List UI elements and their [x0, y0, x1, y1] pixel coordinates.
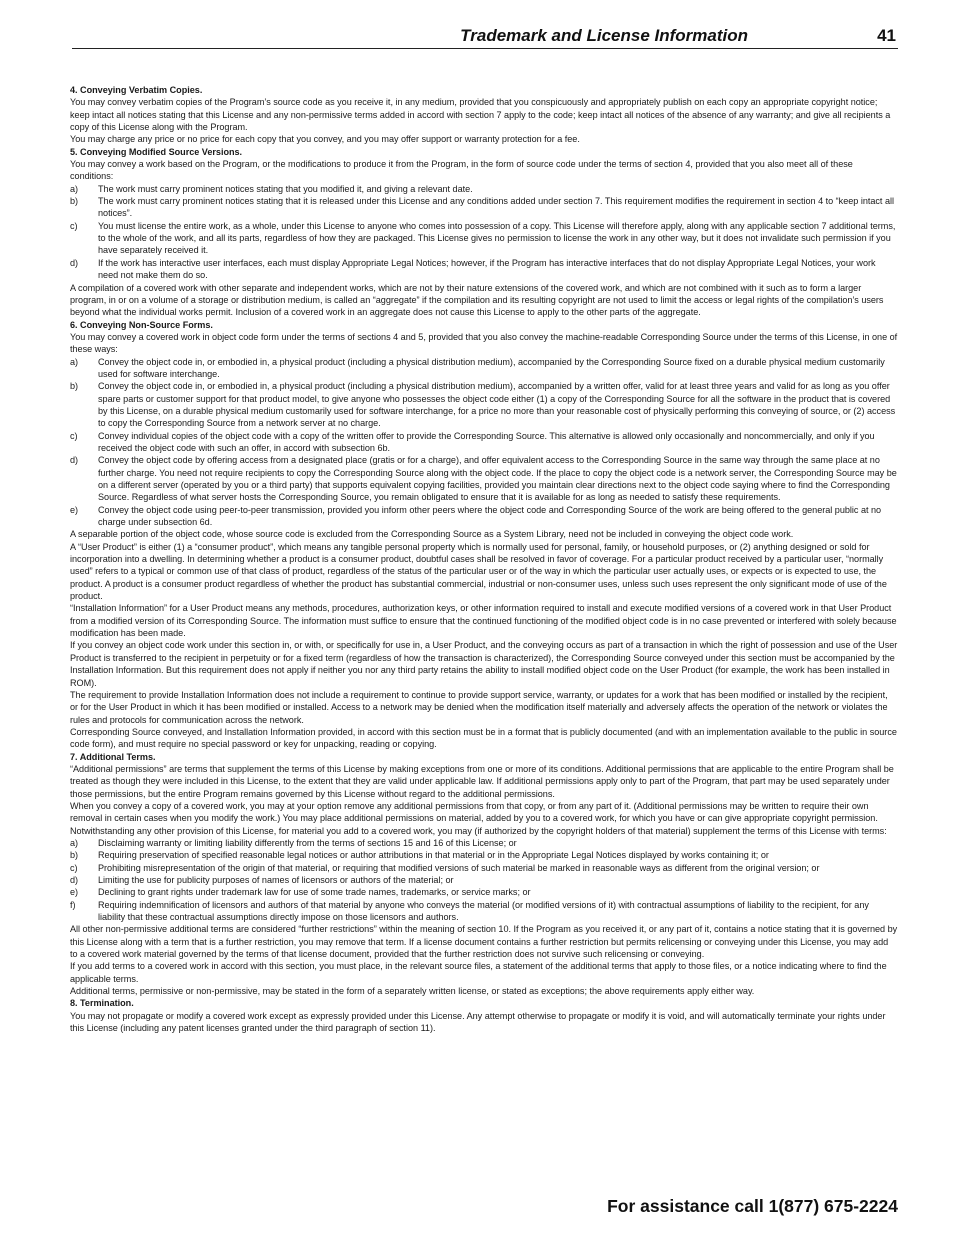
page-number: 41 — [877, 26, 896, 45]
page-header — [72, 24, 898, 49]
list-item-text: Requiring preservation of specified reasonable legal notices or author attributions in that material or in the Appropriate Legal Notices displayed by works containing it; or — [98, 850, 769, 861]
list-item — [70, 380, 898, 429]
section-heading: 5. Conveying Modified Source Versions. — [70, 146, 243, 157]
list-item-text: The work must carry prominent notices stating that it is released under this License and any conditions added under section 7. This requirement modifies the requirement in section 4 to “keep intact all notices”. — [98, 196, 894, 219]
list-item-text: Convey individual copies of the object code with a copy of the written offer to provide the Corresponding Source. This alternative is allowed only occasionally and noncommercially, and only if you received the object code with such an offer, in accord with subsection 6b. — [98, 430, 875, 453]
paragraph: If you convey an object code work under this section in, or with, or specifically for use in, a User Product, and the conveying occurs as part of a transaction in which the right of possession and use of the User Product is transferred to the recipient in perpetuity or for a fixed term (regardless of how the transaction is characterized), the Corresponding Source conveyed under this section must be accompanied by the Installation Information. But this requirement does not apply if neither you nor any third party retains the ability to install modified object code on the User Product (for example, the work has been installed in ROM). — [70, 640, 898, 688]
section-heading: 6. Conveying Non-Source Forms. — [70, 319, 213, 330]
list-item-text: You must license the entire work, as a whole, under this License to anyone who comes into possession of a copy. This License will therefore apply, along with any applicable section 7 additional terms, to the whole of the work, and all its parts, regardless of how they are packaged. This License gives no permission to license the work in any other way, but it does not invalidate such permission if you have separately received it. — [98, 220, 896, 256]
paragraph: A separable portion of the object code, whose source code is excluded from the Corresponding Source as a System Library, need not be included in conveying the object code work. — [70, 529, 794, 540]
list-item — [70, 886, 898, 898]
paragraph: A “User Product” is either (1) a “consumer product”, which means any tangible personal property which is normally used for personal, family, or household purposes, or (2) anything designed or sold for incorporation into a dwelling. In determining whether a product is a consumer product, doubtful cases shall be resolved in favor of coverage. For a particular product received by a particular user, “normally used” refers to a typical or common use of that class of product, regardless of the status of the particular user or of the way in which the particular user actually uses, or expects or is expected to use, the product. A product is a consumer product regardless of whether the product has substantial commercial, industrial or non-consumer uses, unless such uses represent the only significant mode of use of the product. — [70, 541, 887, 602]
paragraph: “Additional permissions” are terms that supplement the terms of this License by making exceptions from one or more of its conditions. Additional permissions that are applicable to the entire Program shall be treated as though they were included in this License, to the extent that they are valid under applicable law. If additional permissions apply only to part of the Program, that part may be used separately under those permissions, but the entire Program remains governed by this License without regard to the additional permissions. — [70, 763, 894, 799]
section-heading: 8. Termination. — [70, 998, 134, 1009]
list-item-text: Convey the object code in, or embodied in, a physical product (including a physical distribution medium), accompanied by the Corresponding Source fixed on a durable physical medium customarily used for software interchange. — [98, 356, 885, 379]
paragraph: If you add terms to a covered work in accord with this section, you must place, in the relevant source files, a statement of the additional terms that apply to those files, or a notice indicating where to find the applicable terms. — [70, 961, 887, 984]
list-item — [70, 849, 898, 861]
list-item-text: Declining to grant rights under trademark law for use of some trade names, trademarks, or service marks; or — [98, 887, 531, 898]
list-item-label: b) — [70, 381, 79, 392]
paragraph: You may not propagate or modify a covered work except as expressly provided under this License. Any attempt otherwise to propagate or modify it is void, and will automatically terminate your rights under this License (including any patent licenses granted under the third paragraph of section 11). — [70, 1010, 886, 1034]
paragraph: All other non-permissive additional terms are considered “further restrictions” within the meaning of section 10. If the Program as you received it, or any part of it, contains a notice stating that it is governed by this License along with a term that is a further restriction, you may remove that term. If a license document contains a further restriction but permits relicensing or conveying under this License, you may add to a covered work material governed by the terms of that license document, provided that the further restriction does not survive such relicensing or conveying. — [70, 924, 898, 960]
paragraph: When you convey a copy of a covered work, you may at your option remove any additional permissions from that copy, or from any part of it. (Additional permissions may be written to require their own removal in certain cases when you modify the work.) You may place additional permissions on material, added by you to a covered work, for which you have or can give appropriate copyright permission. — [70, 800, 878, 824]
paragraph: Corresponding Source conveyed, and Installation Information provided, in accord with this section must be in a format that is publicly documented (and with an implementation available to the public in source code form), and must require no special password or key for unpacking, reading or copying. — [70, 726, 897, 750]
list-item-text: Prohibiting misrepresentation of the origin of that material, or requiring that modified versions of such material be marked in reasonable ways as different from the original version; or — [98, 862, 820, 873]
list-item — [70, 257, 898, 282]
list-item — [70, 430, 898, 455]
list-item-text: Disclaiming warranty or limiting liability differently from the terms of sections 15 and 16 of this License; or — [98, 837, 517, 848]
list-item-text: Limiting the use for publicity purposes of names of licensors or authors of the material; or — [98, 875, 454, 885]
paragraph: The requirement to provide Installation Information does not include a requirement to continue to provide support service, warranty, or updates for a work that has been modified or installed by the recipient, or for the User Product in which it has been modified or installed. Access to a network may be denied when the modification itself materially and adversely affects the operation of the network or violates the rules and protocols for communication across the network. — [70, 689, 888, 725]
list-item — [70, 220, 898, 257]
list-item-text: If the work has interactive user interfaces, each must display Appropriate Legal Notices; however, if the Program has interactive interfaces that do not display Appropriate Legal Notices, your work need not make them do so. — [98, 257, 876, 281]
section-heading: 7. Additional Terms. — [70, 751, 156, 762]
paragraph: You may convey a work based on the Program, or the modifications to produce it from the Program, in the form of source code under the terms of section 4, provided that you also meet all of these conditions: — [70, 159, 853, 182]
list-item — [70, 874, 898, 886]
section-heading: 4. Conveying Verbatim Copies. — [70, 85, 203, 95]
list-item-label: e) — [70, 504, 79, 515]
paragraph: You may charge any price or no price for each copy that you convey, and you may offer support or warranty protection for a fee. — [70, 134, 580, 145]
list-item — [70, 454, 898, 503]
list-item-label: d) — [70, 455, 79, 466]
paragraph: Notwithstanding any other provision of this License, for material you add to a covered work, you may (if authorized by the copyright holders of that material) supplement the terms of this License with terms: — [70, 825, 887, 836]
paragraph: You may convey verbatim copies of the Program’s source code as you receive it, in any medium, provided that you conspicuously and appropriately publish on each copy an appropriate copyright notice; keep intact all notices stating that this License and any non-permissive terms added in accord with section 7 apply to the code; keep intact all notices of the absence of any warranty; and give all recipients a copy of this License along with the Program. — [70, 97, 891, 133]
list-item-label: c) — [70, 220, 78, 231]
list-item-label: a) — [70, 356, 79, 367]
list-item-text: Convey the object code in, or embodied in, a physical product (including a physical distribution medium), accompanied by a written offer, valid for at least three years and valid for as long as you offer spare parts or customer support for that product model, to give anyone who possesses the object code either (1) a copy of the Corresponding Source for all the software in the product that is covered by this License, on a durable physical medium customarily used for software interchange, for a price no more than your reasonable cost of physically performing this conveying of source, or (2) access to copy the Corresponding Source from a network server at no charge. — [98, 381, 896, 429]
list-item — [70, 183, 898, 195]
list-item — [70, 899, 898, 924]
list-item — [70, 195, 898, 220]
paragraph: You may convey a covered work in object code form under the terms of sections 4 and 5, provided that you also convey the machine-readable Corresponding Source under the terms of this License, in one of these ways: — [70, 331, 898, 355]
list-item-text: Convey the object code by offering access from a designated place (gratis or for a charge), and offer equivalent access to the Corresponding Source in the same way through the same place at no further charge. You need not require recipients to copy the Corresponding Source along with the object code. If the place to copy the object code is a network server, the Corresponding Source may be on a different server (operated by you or a third party) that supports equivalent copying facilities, provided you maintain clear directions next to the object code saying where to find the Corresponding Source. Regardless of what server hosts the Corresponding Source, you remain obligated to ensure that it is available for as long as needed to satisfy these requirements. — [98, 455, 897, 503]
list-item — [70, 356, 898, 381]
paragraph: A compilation of a covered work with other separate and independent works, which are not by their nature extensions of the covered work, and which are not combined with it such as to form a larger program, in or on a volume of a storage or distribution medium, is called an “aggregate” if the compilation and its resulting copyright are not used to limit the access or legal rights of the compilation’s users beyond what the individual works permit. Inclusion of a covered work in an aggregate does not cause this License to apply to the other parts of the aggregate. — [70, 282, 884, 318]
list-item — [70, 862, 898, 874]
paragraph: Additional terms, permissive or non-permissive, may be stated in the form of a separately written license, or stated as exceptions; the above requirements apply either way. — [70, 986, 755, 997]
list-item-label: e) — [70, 887, 79, 898]
list-item-label: b) — [70, 196, 79, 207]
license-text-body — [70, 84, 898, 1034]
list-item-label: c) — [70, 862, 78, 873]
list-item-label: a) — [70, 837, 79, 848]
list-item-label: f) — [70, 899, 76, 910]
list-item-text: The work must carry prominent notices stating that you modified it, and giving a relevant date. — [98, 183, 473, 194]
assistance-phone-line: For assistance call 1(877) 675-2224 — [607, 1196, 898, 1216]
list-item-label: c) — [70, 430, 78, 441]
list-item-label: d) — [70, 875, 79, 885]
list-item-label: a) — [70, 183, 79, 194]
list-item-text: Requiring indemnification of licensors and authors of that material by anyone who conveys the material (or modified versions of it) with contractual assumptions of liability to the recipient, for any liability that these contractual assumptions directly impose on those licensors and authors. — [98, 899, 869, 923]
list-item-text: Convey the object code using peer-to-peer transmission, provided you inform other peers where the object code and Corresponding Source of the work are being offered to the general public at no charge under subsection 6d. — [98, 504, 882, 528]
list-item-label: d) — [70, 257, 79, 268]
section-title: Trademark and License Information — [460, 26, 748, 45]
list-item — [70, 504, 898, 529]
list-item-label: b) — [70, 850, 79, 861]
list-item — [70, 837, 898, 849]
paragraph: “Installation Information” for a User Product means any methods, procedures, authorization keys, or other information required to install and execute modified versions of a covered work in that User Product from a modified version of its Corresponding Source. The information must suffice to ensure that the continued functioning of the modified object code is in no case prevented or interfered with solely because modification has been made. — [70, 603, 897, 639]
